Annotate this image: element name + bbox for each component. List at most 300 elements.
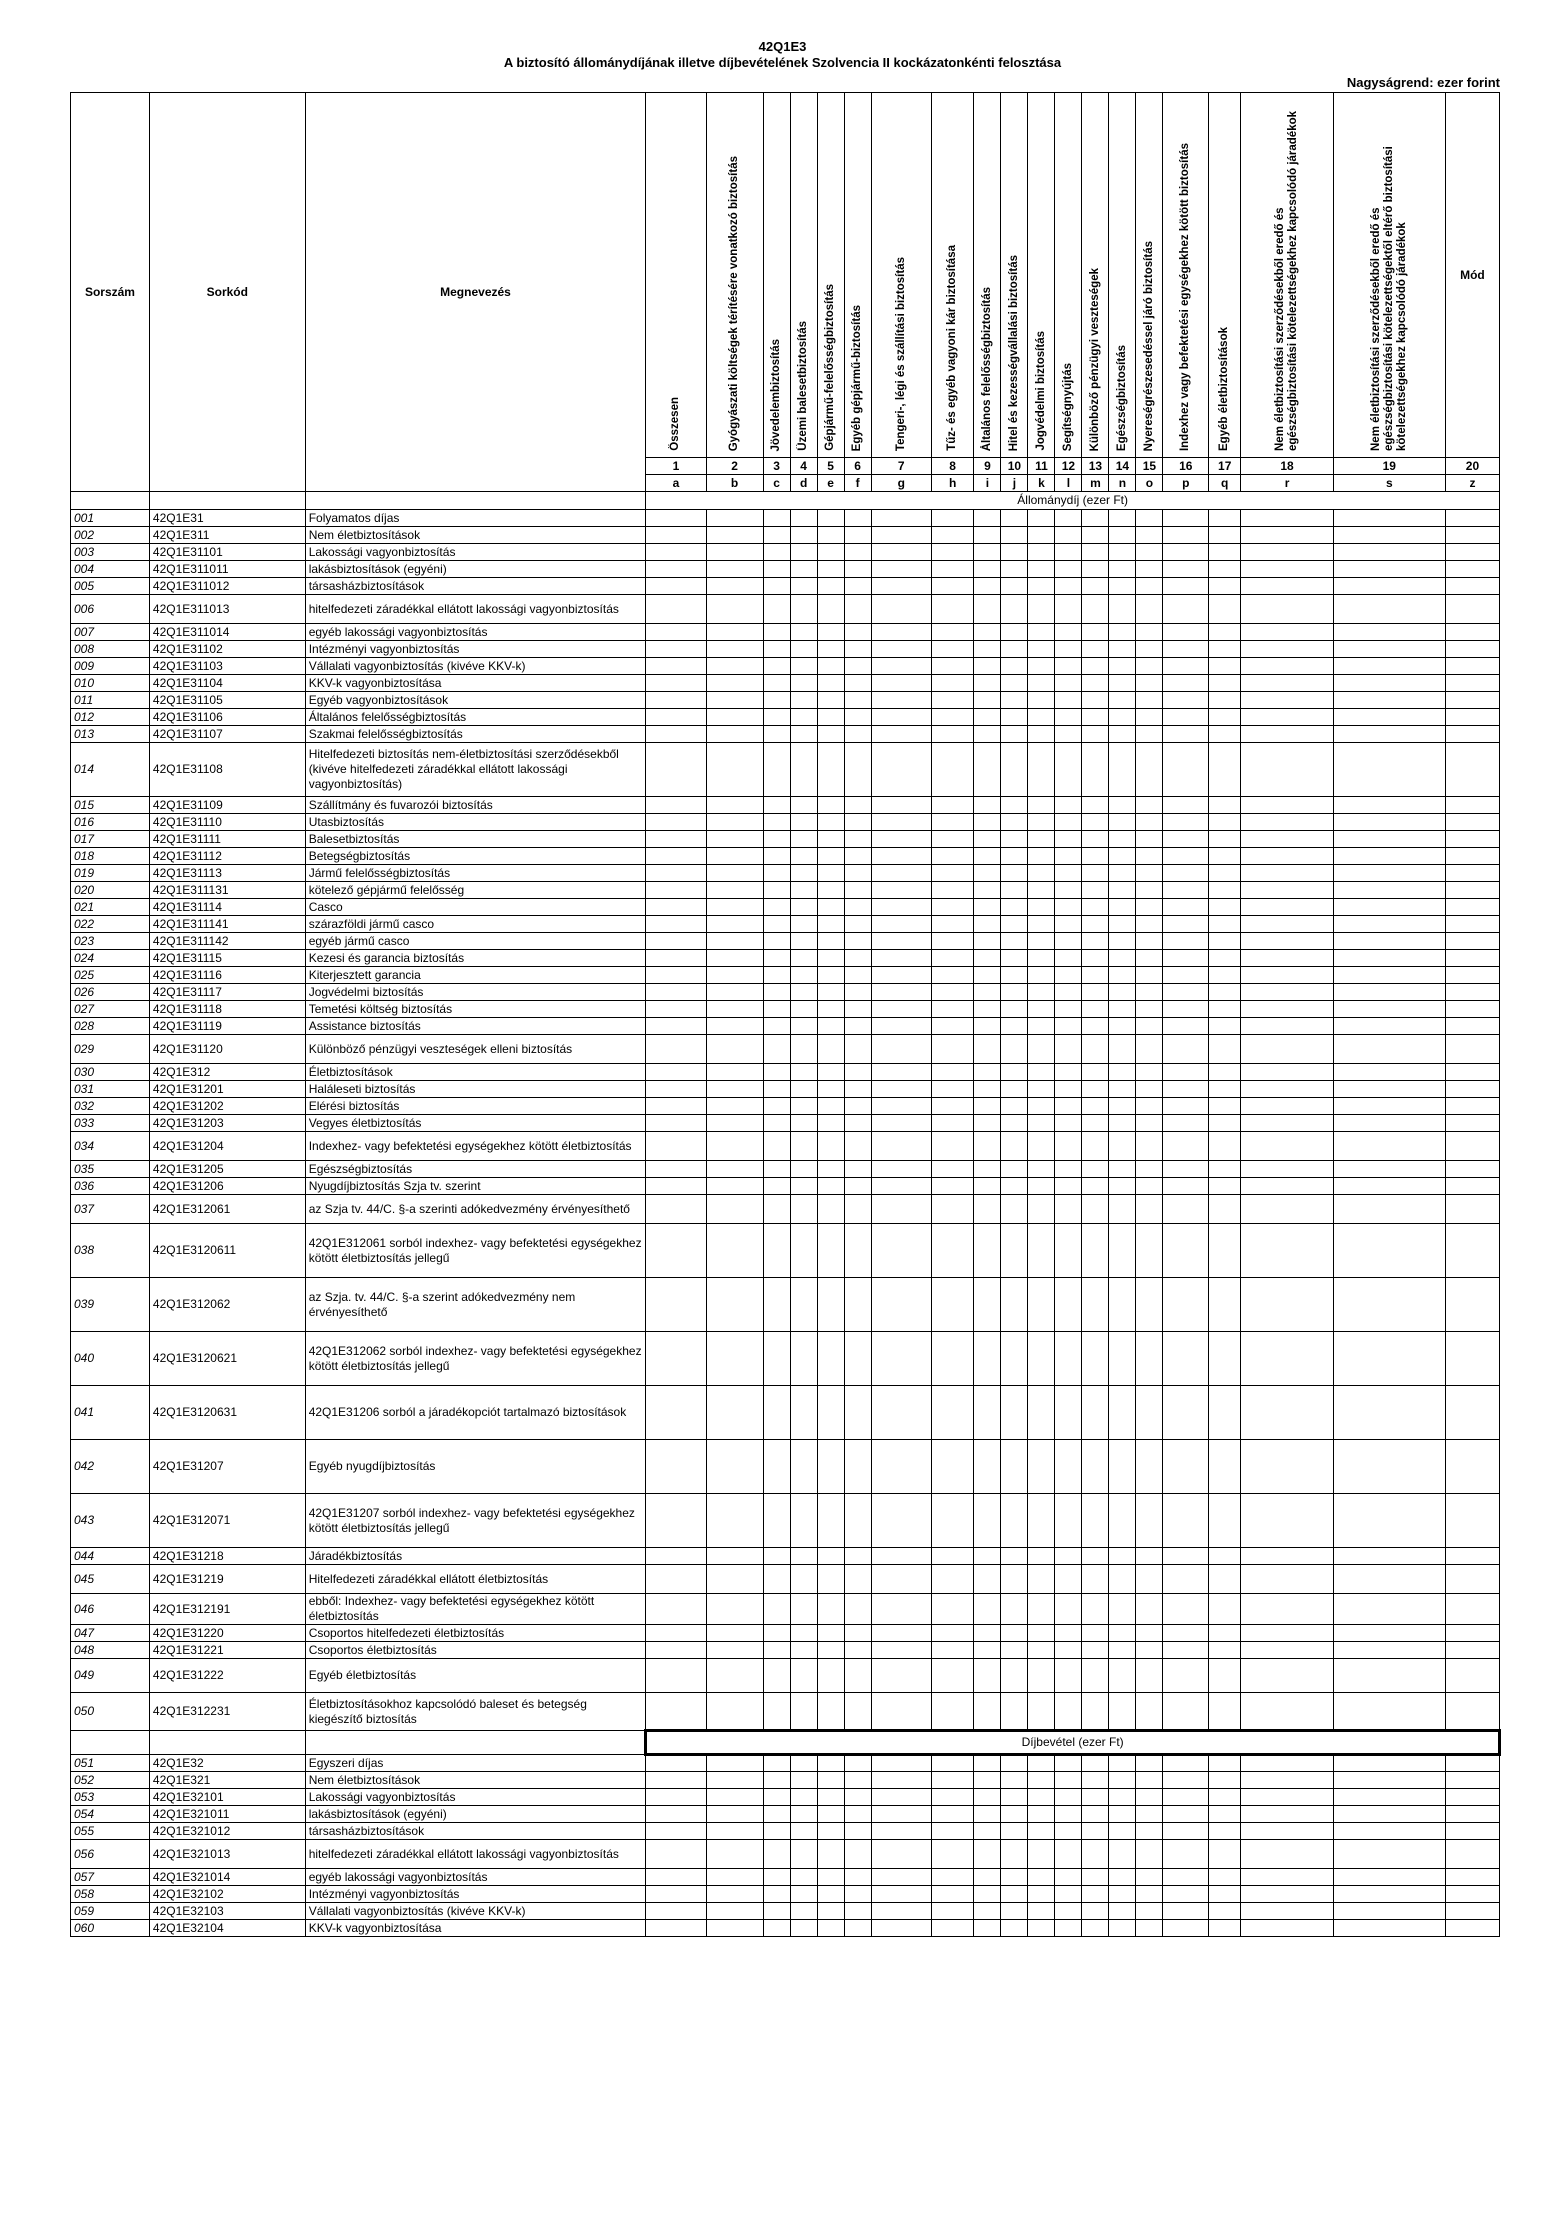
- value-cell[interactable]: [1445, 726, 1499, 743]
- value-cell[interactable]: [1028, 967, 1055, 984]
- value-cell[interactable]: [646, 692, 706, 709]
- value-cell[interactable]: [790, 1178, 817, 1195]
- value-cell[interactable]: [706, 1332, 763, 1386]
- value-cell[interactable]: [706, 595, 763, 624]
- value-cell[interactable]: [871, 916, 931, 933]
- value-cell[interactable]: [790, 1494, 817, 1548]
- value-cell[interactable]: [646, 1642, 706, 1659]
- value-cell[interactable]: [1109, 1098, 1136, 1115]
- value-cell[interactable]: [974, 675, 1001, 692]
- value-cell[interactable]: [763, 950, 790, 967]
- value-cell[interactable]: [1028, 1278, 1055, 1332]
- value-cell[interactable]: [1136, 1098, 1163, 1115]
- value-cell[interactable]: [931, 984, 974, 1001]
- value-cell[interactable]: [1445, 899, 1499, 916]
- value-cell[interactable]: [1055, 1081, 1082, 1098]
- value-cell[interactable]: [1209, 1755, 1241, 1772]
- value-cell[interactable]: [931, 1001, 974, 1018]
- value-cell[interactable]: [790, 1064, 817, 1081]
- value-cell[interactable]: [1136, 1386, 1163, 1440]
- value-cell[interactable]: [1028, 1840, 1055, 1869]
- value-cell[interactable]: [871, 1064, 931, 1081]
- value-cell[interactable]: [1109, 709, 1136, 726]
- value-cell[interactable]: [1241, 1440, 1333, 1494]
- value-cell[interactable]: [1445, 624, 1499, 641]
- value-cell[interactable]: [1136, 578, 1163, 595]
- value-cell[interactable]: [1445, 1035, 1499, 1064]
- value-cell[interactable]: [763, 1494, 790, 1548]
- value-cell[interactable]: [646, 848, 706, 865]
- value-cell[interactable]: [931, 1098, 974, 1115]
- value-cell[interactable]: [706, 899, 763, 916]
- value-cell[interactable]: [931, 544, 974, 561]
- value-cell[interactable]: [1209, 1332, 1241, 1386]
- value-cell[interactable]: [1241, 1886, 1333, 1903]
- value-cell[interactable]: [1136, 510, 1163, 527]
- value-cell[interactable]: [817, 1693, 844, 1731]
- value-cell[interactable]: [1333, 1115, 1445, 1132]
- value-cell[interactable]: [1082, 1659, 1109, 1693]
- value-cell[interactable]: [1055, 797, 1082, 814]
- value-cell[interactable]: [1055, 1161, 1082, 1178]
- value-cell[interactable]: [931, 510, 974, 527]
- value-cell[interactable]: [1082, 624, 1109, 641]
- value-cell[interactable]: [790, 1920, 817, 1937]
- value-cell[interactable]: [1082, 1920, 1109, 1937]
- value-cell[interactable]: [706, 1195, 763, 1224]
- value-cell[interactable]: [1241, 1565, 1333, 1594]
- value-cell[interactable]: [1136, 743, 1163, 797]
- value-cell[interactable]: [790, 1224, 817, 1278]
- value-cell[interactable]: [1241, 544, 1333, 561]
- value-cell[interactable]: [646, 1565, 706, 1594]
- value-cell[interactable]: [1082, 1594, 1109, 1625]
- value-cell[interactable]: [1136, 1494, 1163, 1548]
- value-cell[interactable]: [1082, 1693, 1109, 1731]
- value-cell[interactable]: [1028, 984, 1055, 1001]
- value-cell[interactable]: [1001, 1494, 1028, 1548]
- value-cell[interactable]: [1209, 1440, 1241, 1494]
- value-cell[interactable]: [1055, 1565, 1082, 1594]
- value-cell[interactable]: [1028, 814, 1055, 831]
- value-cell[interactable]: [817, 1064, 844, 1081]
- value-cell[interactable]: [844, 595, 871, 624]
- value-cell[interactable]: [1055, 1178, 1082, 1195]
- value-cell[interactable]: [974, 595, 1001, 624]
- value-cell[interactable]: [706, 1920, 763, 1937]
- value-cell[interactable]: [1001, 1278, 1028, 1332]
- value-cell[interactable]: [1136, 658, 1163, 675]
- value-cell[interactable]: [1001, 831, 1028, 848]
- value-cell[interactable]: [974, 1594, 1001, 1625]
- value-cell[interactable]: [1209, 1081, 1241, 1098]
- value-cell[interactable]: [646, 1332, 706, 1386]
- value-cell[interactable]: [1445, 1625, 1499, 1642]
- value-cell[interactable]: [871, 1886, 931, 1903]
- value-cell[interactable]: [974, 933, 1001, 950]
- value-cell[interactable]: [844, 1035, 871, 1064]
- value-cell[interactable]: [706, 967, 763, 984]
- value-cell[interactable]: [1209, 950, 1241, 967]
- value-cell[interactable]: [646, 916, 706, 933]
- value-cell[interactable]: [1333, 1772, 1445, 1789]
- value-cell[interactable]: [931, 1178, 974, 1195]
- value-cell[interactable]: [1001, 709, 1028, 726]
- value-cell[interactable]: [1241, 814, 1333, 831]
- value-cell[interactable]: [1136, 1278, 1163, 1332]
- value-cell[interactable]: [817, 1659, 844, 1693]
- value-cell[interactable]: [1001, 1823, 1028, 1840]
- value-cell[interactable]: [790, 848, 817, 865]
- value-cell[interactable]: [1333, 1886, 1445, 1903]
- value-cell[interactable]: [1163, 1920, 1209, 1937]
- value-cell[interactable]: [763, 1098, 790, 1115]
- value-cell[interactable]: [817, 1772, 844, 1789]
- value-cell[interactable]: [1333, 1920, 1445, 1937]
- value-cell[interactable]: [1333, 578, 1445, 595]
- value-cell[interactable]: [1241, 950, 1333, 967]
- value-cell[interactable]: [646, 882, 706, 899]
- value-cell[interactable]: [844, 624, 871, 641]
- value-cell[interactable]: [1445, 1642, 1499, 1659]
- value-cell[interactable]: [1082, 1278, 1109, 1332]
- value-cell[interactable]: [1001, 814, 1028, 831]
- value-cell[interactable]: [844, 1886, 871, 1903]
- value-cell[interactable]: [931, 1840, 974, 1869]
- value-cell[interactable]: [1001, 561, 1028, 578]
- value-cell[interactable]: [1109, 595, 1136, 624]
- value-cell[interactable]: [1001, 1115, 1028, 1132]
- value-cell[interactable]: [646, 1278, 706, 1332]
- value-cell[interactable]: [790, 882, 817, 899]
- value-cell[interactable]: [1241, 967, 1333, 984]
- value-cell[interactable]: [646, 1440, 706, 1494]
- value-cell[interactable]: [1082, 641, 1109, 658]
- value-cell[interactable]: [931, 831, 974, 848]
- value-cell[interactable]: [1445, 1823, 1499, 1840]
- value-cell[interactable]: [790, 1098, 817, 1115]
- value-cell[interactable]: [817, 1224, 844, 1278]
- value-cell[interactable]: [1209, 1386, 1241, 1440]
- value-cell[interactable]: [844, 899, 871, 916]
- value-cell[interactable]: [1028, 544, 1055, 561]
- value-cell[interactable]: [1001, 1035, 1028, 1064]
- value-cell[interactable]: [1163, 709, 1209, 726]
- value-cell[interactable]: [1001, 1565, 1028, 1594]
- value-cell[interactable]: [1333, 692, 1445, 709]
- value-cell[interactable]: [871, 1755, 931, 1772]
- value-cell[interactable]: [1241, 1132, 1333, 1161]
- value-cell[interactable]: [1445, 544, 1499, 561]
- value-cell[interactable]: [1209, 1659, 1241, 1693]
- value-cell[interactable]: [817, 1565, 844, 1594]
- value-cell[interactable]: [1209, 1903, 1241, 1920]
- value-cell[interactable]: [1001, 641, 1028, 658]
- value-cell[interactable]: [1163, 1840, 1209, 1869]
- value-cell[interactable]: [974, 967, 1001, 984]
- value-cell[interactable]: [1209, 1548, 1241, 1565]
- value-cell[interactable]: [1055, 950, 1082, 967]
- value-cell[interactable]: [646, 814, 706, 831]
- value-cell[interactable]: [1333, 544, 1445, 561]
- value-cell[interactable]: [706, 1806, 763, 1823]
- value-cell[interactable]: [817, 831, 844, 848]
- value-cell[interactable]: [646, 1903, 706, 1920]
- value-cell[interactable]: [871, 1332, 931, 1386]
- value-cell[interactable]: [974, 1332, 1001, 1386]
- value-cell[interactable]: [1445, 1001, 1499, 1018]
- value-cell[interactable]: [646, 1823, 706, 1840]
- value-cell[interactable]: [817, 916, 844, 933]
- value-cell[interactable]: [1241, 624, 1333, 641]
- value-cell[interactable]: [763, 1195, 790, 1224]
- value-cell[interactable]: [817, 1035, 844, 1064]
- value-cell[interactable]: [706, 1161, 763, 1178]
- value-cell[interactable]: [790, 1659, 817, 1693]
- value-cell[interactable]: [931, 1886, 974, 1903]
- value-cell[interactable]: [871, 1920, 931, 1937]
- value-cell[interactable]: [1028, 1755, 1055, 1772]
- value-cell[interactable]: [817, 1132, 844, 1161]
- value-cell[interactable]: [1136, 1594, 1163, 1625]
- value-cell[interactable]: [1109, 899, 1136, 916]
- value-cell[interactable]: [817, 1920, 844, 1937]
- value-cell[interactable]: [1055, 916, 1082, 933]
- value-cell[interactable]: [763, 1278, 790, 1332]
- value-cell[interactable]: [974, 916, 1001, 933]
- value-cell[interactable]: [1001, 967, 1028, 984]
- value-cell[interactable]: [790, 692, 817, 709]
- value-cell[interactable]: [844, 967, 871, 984]
- value-cell[interactable]: [1082, 1548, 1109, 1565]
- value-cell[interactable]: [817, 899, 844, 916]
- value-cell[interactable]: [1055, 848, 1082, 865]
- value-cell[interactable]: [646, 1115, 706, 1132]
- value-cell[interactable]: [974, 709, 1001, 726]
- value-cell[interactable]: [1445, 1224, 1499, 1278]
- value-cell[interactable]: [763, 1789, 790, 1806]
- value-cell[interactable]: [974, 831, 1001, 848]
- value-cell[interactable]: [763, 967, 790, 984]
- value-cell[interactable]: [763, 1772, 790, 1789]
- value-cell[interactable]: [931, 933, 974, 950]
- value-cell[interactable]: [1136, 1840, 1163, 1869]
- value-cell[interactable]: [1241, 1789, 1333, 1806]
- value-cell[interactable]: [871, 578, 931, 595]
- value-cell[interactable]: [844, 1548, 871, 1565]
- value-cell[interactable]: [1241, 882, 1333, 899]
- value-cell[interactable]: [1209, 967, 1241, 984]
- value-cell[interactable]: [763, 527, 790, 544]
- value-cell[interactable]: [1028, 510, 1055, 527]
- value-cell[interactable]: [1241, 916, 1333, 933]
- value-cell[interactable]: [790, 658, 817, 675]
- value-cell[interactable]: [1136, 984, 1163, 1001]
- value-cell[interactable]: [1109, 1659, 1136, 1693]
- value-cell[interactable]: [646, 1625, 706, 1642]
- value-cell[interactable]: [1082, 1064, 1109, 1081]
- value-cell[interactable]: [974, 1018, 1001, 1035]
- value-cell[interactable]: [1028, 1224, 1055, 1278]
- value-cell[interactable]: [1136, 1195, 1163, 1224]
- value-cell[interactable]: [1163, 1823, 1209, 1840]
- value-cell[interactable]: [1163, 1548, 1209, 1565]
- value-cell[interactable]: [1209, 595, 1241, 624]
- value-cell[interactable]: [1109, 1132, 1136, 1161]
- value-cell[interactable]: [1055, 984, 1082, 1001]
- value-cell[interactable]: [1241, 848, 1333, 865]
- value-cell[interactable]: [844, 578, 871, 595]
- value-cell[interactable]: [1136, 595, 1163, 624]
- value-cell[interactable]: [763, 1132, 790, 1161]
- value-cell[interactable]: [931, 1161, 974, 1178]
- value-cell[interactable]: [1109, 510, 1136, 527]
- value-cell[interactable]: [1028, 848, 1055, 865]
- value-cell[interactable]: [817, 709, 844, 726]
- value-cell[interactable]: [1163, 641, 1209, 658]
- value-cell[interactable]: [931, 709, 974, 726]
- value-cell[interactable]: [1082, 675, 1109, 692]
- value-cell[interactable]: [790, 709, 817, 726]
- value-cell[interactable]: [1001, 675, 1028, 692]
- value-cell[interactable]: [871, 1018, 931, 1035]
- value-cell[interactable]: [1241, 1920, 1333, 1937]
- value-cell[interactable]: [1445, 984, 1499, 1001]
- value-cell[interactable]: [1136, 692, 1163, 709]
- value-cell[interactable]: [1082, 933, 1109, 950]
- value-cell[interactable]: [1109, 814, 1136, 831]
- value-cell[interactable]: [1082, 1001, 1109, 1018]
- value-cell[interactable]: [763, 1903, 790, 1920]
- value-cell[interactable]: [871, 1642, 931, 1659]
- value-cell[interactable]: [871, 1098, 931, 1115]
- value-cell[interactable]: [931, 1494, 974, 1548]
- value-cell[interactable]: [817, 1903, 844, 1920]
- value-cell[interactable]: [790, 950, 817, 967]
- value-cell[interactable]: [1209, 1869, 1241, 1886]
- value-cell[interactable]: [1241, 743, 1333, 797]
- value-cell[interactable]: [1055, 692, 1082, 709]
- value-cell[interactable]: [1209, 1161, 1241, 1178]
- value-cell[interactable]: [1333, 510, 1445, 527]
- value-cell[interactable]: [763, 1035, 790, 1064]
- value-cell[interactable]: [1055, 595, 1082, 624]
- value-cell[interactable]: [1241, 1161, 1333, 1178]
- value-cell[interactable]: [1001, 595, 1028, 624]
- value-cell[interactable]: [1109, 1886, 1136, 1903]
- value-cell[interactable]: [974, 1755, 1001, 1772]
- value-cell[interactable]: [1163, 527, 1209, 544]
- value-cell[interactable]: [763, 1886, 790, 1903]
- value-cell[interactable]: [1109, 1693, 1136, 1731]
- value-cell[interactable]: [1109, 1178, 1136, 1195]
- value-cell[interactable]: [1055, 1869, 1082, 1886]
- value-cell[interactable]: [871, 1440, 931, 1494]
- value-cell[interactable]: [646, 1195, 706, 1224]
- value-cell[interactable]: [1163, 1494, 1209, 1548]
- value-cell[interactable]: [646, 527, 706, 544]
- value-cell[interactable]: [931, 692, 974, 709]
- value-cell[interactable]: [1209, 1132, 1241, 1161]
- value-cell[interactable]: [871, 1806, 931, 1823]
- value-cell[interactable]: [817, 1332, 844, 1386]
- value-cell[interactable]: [1055, 1035, 1082, 1064]
- value-cell[interactable]: [871, 527, 931, 544]
- value-cell[interactable]: [1241, 1001, 1333, 1018]
- value-cell[interactable]: [1445, 595, 1499, 624]
- value-cell[interactable]: [844, 544, 871, 561]
- value-cell[interactable]: [1163, 1693, 1209, 1731]
- value-cell[interactable]: [706, 1098, 763, 1115]
- value-cell[interactable]: [931, 950, 974, 967]
- value-cell[interactable]: [1001, 1224, 1028, 1278]
- value-cell[interactable]: [1241, 1903, 1333, 1920]
- value-cell[interactable]: [817, 1823, 844, 1840]
- value-cell[interactable]: [1333, 933, 1445, 950]
- value-cell[interactable]: [1333, 726, 1445, 743]
- value-cell[interactable]: [871, 1659, 931, 1693]
- value-cell[interactable]: [763, 1565, 790, 1594]
- value-cell[interactable]: [1136, 950, 1163, 967]
- value-cell[interactable]: [1028, 1115, 1055, 1132]
- value-cell[interactable]: [871, 1386, 931, 1440]
- value-cell[interactable]: [706, 1001, 763, 1018]
- value-cell[interactable]: [1082, 1869, 1109, 1886]
- value-cell[interactable]: [931, 1035, 974, 1064]
- value-cell[interactable]: [790, 899, 817, 916]
- value-cell[interactable]: [1333, 1693, 1445, 1731]
- value-cell[interactable]: [1001, 1789, 1028, 1806]
- value-cell[interactable]: [1136, 1772, 1163, 1789]
- value-cell[interactable]: [1001, 1693, 1028, 1731]
- value-cell[interactable]: [1109, 544, 1136, 561]
- value-cell[interactable]: [974, 527, 1001, 544]
- value-cell[interactable]: [817, 1440, 844, 1494]
- value-cell[interactable]: [1136, 1625, 1163, 1642]
- value-cell[interactable]: [646, 578, 706, 595]
- value-cell[interactable]: [1082, 544, 1109, 561]
- value-cell[interactable]: [1055, 624, 1082, 641]
- value-cell[interactable]: [1136, 1161, 1163, 1178]
- value-cell[interactable]: [1163, 1903, 1209, 1920]
- value-cell[interactable]: [844, 1772, 871, 1789]
- value-cell[interactable]: [1001, 1132, 1028, 1161]
- value-cell[interactable]: [790, 1886, 817, 1903]
- value-cell[interactable]: [871, 1035, 931, 1064]
- value-cell[interactable]: [817, 561, 844, 578]
- value-cell[interactable]: [790, 1823, 817, 1840]
- value-cell[interactable]: [817, 595, 844, 624]
- value-cell[interactable]: [1241, 1178, 1333, 1195]
- value-cell[interactable]: [1028, 1565, 1055, 1594]
- value-cell[interactable]: [1082, 1018, 1109, 1035]
- value-cell[interactable]: [1109, 1064, 1136, 1081]
- value-cell[interactable]: [1028, 950, 1055, 967]
- value-cell[interactable]: [763, 1018, 790, 1035]
- value-cell[interactable]: [1082, 882, 1109, 899]
- value-cell[interactable]: [1163, 1018, 1209, 1035]
- value-cell[interactable]: [790, 1161, 817, 1178]
- value-cell[interactable]: [1333, 1195, 1445, 1224]
- value-cell[interactable]: [1163, 1594, 1209, 1625]
- value-cell[interactable]: [871, 1548, 931, 1565]
- value-cell[interactable]: [646, 1869, 706, 1886]
- value-cell[interactable]: [646, 967, 706, 984]
- value-cell[interactable]: [646, 1161, 706, 1178]
- value-cell[interactable]: [1333, 624, 1445, 641]
- value-cell[interactable]: [1333, 882, 1445, 899]
- value-cell[interactable]: [1163, 1625, 1209, 1642]
